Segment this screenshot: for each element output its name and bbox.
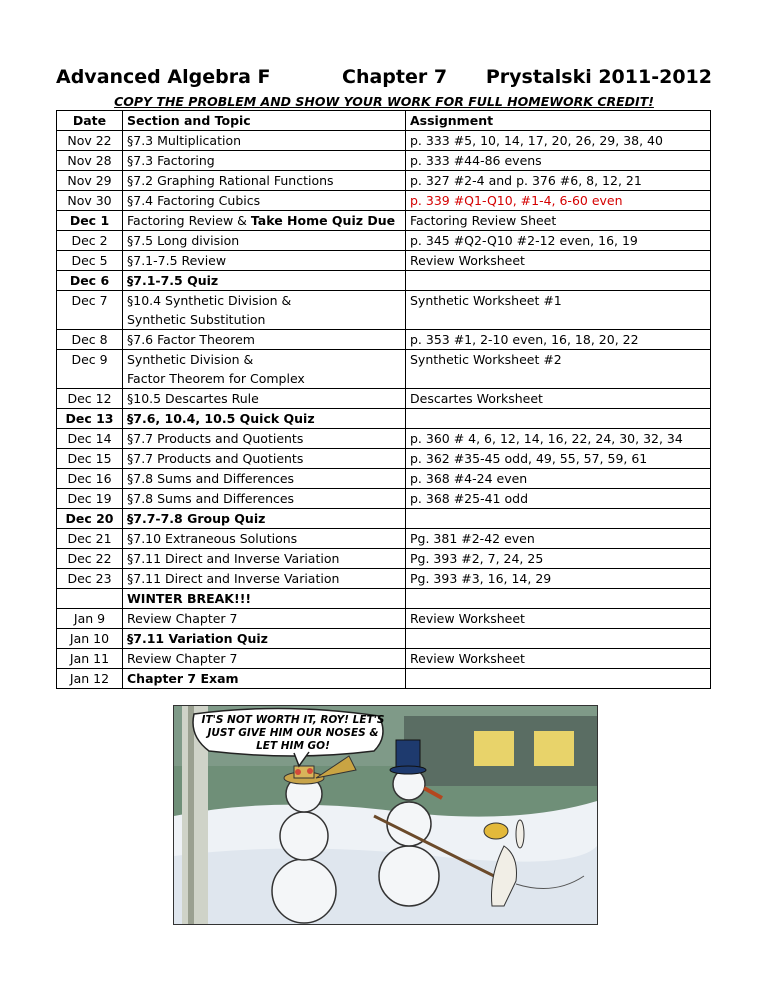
row-topic (123, 350, 406, 389)
column-header-topic: Section and Topic (123, 111, 406, 131)
table-row (57, 429, 711, 449)
row-topic (123, 549, 406, 569)
row-topic-text: §7.8 Sums and Differences (127, 491, 295, 506)
row-topic-text: Review Chapter 7 (127, 651, 238, 666)
row-topic-text: §7.5 Long division (127, 233, 240, 248)
schedule-body (57, 131, 711, 689)
row-date: Dec 6 (57, 271, 123, 291)
row-assignment: Review Worksheet (406, 609, 711, 629)
table-row (57, 171, 711, 191)
row-date: Dec 13 (57, 409, 123, 429)
row-topic-text: §7.7-7.8 Group Quiz (127, 511, 266, 526)
table-row (57, 350, 711, 389)
cartoon-speech-bubble: IT'S NOT WORTH IT, ROY! LET'S JUST GIVE HIM OUR NOSES & LET HIM GO! (201, 714, 385, 752)
row-topic-text: §7.11 Direct and Inverse Variation (127, 571, 340, 586)
row-topic (123, 171, 406, 191)
row-assignment (406, 669, 711, 689)
row-date: Dec 20 (57, 509, 123, 529)
row-date: Jan 11 (57, 649, 123, 669)
row-topic-text: §7.11 Variation Quiz (127, 631, 268, 646)
table-row (57, 291, 711, 330)
table-row (57, 649, 711, 669)
row-assignment: p. 345 #Q2-Q10 #2-12 even, 16, 19 (406, 231, 711, 251)
row-assignment: p. 339 #Q1-Q10, #1-4, 6-60 even (406, 191, 711, 211)
row-assignment (406, 271, 711, 291)
row-assignment (406, 589, 711, 609)
row-topic-text: Review Chapter 7 (127, 611, 238, 626)
chapter-title: Chapter 7 (342, 66, 448, 88)
teacher-year: Prystalski 2011-2012 (485, 66, 712, 88)
row-topic (123, 509, 406, 529)
row-topic-emphasis: Take Home Quiz Due (250, 213, 396, 228)
row-assignment: p. 368 #4-24 even (406, 469, 711, 489)
table-row (57, 389, 711, 409)
row-topic (123, 409, 406, 429)
row-date: Dec 16 (57, 469, 123, 489)
page-header (56, 66, 712, 92)
row-date: Dec 19 (57, 489, 123, 509)
table-row (57, 131, 711, 151)
row-topic-text: Chapter 7 Exam (127, 671, 239, 686)
table-row (57, 629, 711, 649)
row-topic (123, 609, 406, 629)
table-row (57, 489, 711, 509)
row-date: Dec 21 (57, 529, 123, 549)
row-assignment: Pg. 393 #2, 7, 24, 25 (406, 549, 711, 569)
row-topic-text: §7.6 Factor Theorem (127, 332, 255, 347)
row-topic-text: §7.4 Factoring Cubics (127, 193, 261, 208)
row-assignment: p. 353 #1, 2-10 even, 16, 18, 20, 22 (406, 330, 711, 350)
row-topic (123, 669, 406, 689)
row-topic-text: Synthetic Division & (127, 352, 254, 367)
row-topic-text: §10.5 Descartes Rule (127, 391, 259, 406)
table-row (57, 549, 711, 569)
row-date: Jan 12 (57, 669, 123, 689)
row-assignment: p. 333 #5, 10, 14, 17, 20, 26, 29, 38, 40 (406, 131, 711, 151)
table-row (57, 191, 711, 211)
row-topic (123, 449, 406, 469)
row-topic-text: §7.11 Direct and Inverse Variation (127, 551, 340, 566)
row-topic (123, 469, 406, 489)
row-topic-text-line2: Factor Theorem for Complex (127, 371, 305, 386)
row-date: Dec 15 (57, 449, 123, 469)
row-topic (123, 151, 406, 171)
row-topic (123, 131, 406, 151)
row-topic-text: §7.7 Products and Quotients (127, 451, 304, 466)
row-date: Dec 8 (57, 330, 123, 350)
row-topic-text: §10.4 Synthetic Division & (127, 293, 292, 308)
row-date: Nov 22 (57, 131, 123, 151)
table-row (57, 449, 711, 469)
row-topic (123, 629, 406, 649)
row-assignment (406, 409, 711, 429)
assignment-schedule-table (56, 110, 711, 689)
row-date: Nov 30 (57, 191, 123, 211)
row-date: Nov 28 (57, 151, 123, 171)
course-title: Advanced Algebra F (56, 66, 271, 88)
table-row (57, 569, 711, 589)
row-topic (123, 429, 406, 449)
table-row (57, 330, 711, 350)
row-date: Dec 5 (57, 251, 123, 271)
table-row (57, 409, 711, 429)
row-date: Dec 22 (57, 549, 123, 569)
row-topic (123, 211, 406, 231)
snowman-cartoon (173, 705, 598, 925)
row-topic-text: §7.1-7.5 Quiz (127, 273, 219, 288)
table-row (57, 529, 711, 549)
table-row (57, 509, 711, 529)
row-topic (123, 489, 406, 509)
homework-instruction: COPY THE PROBLEM AND SHOW YOUR WORK FOR FULL HOMEWORK CREDIT! (114, 94, 654, 109)
row-date: Dec 1 (57, 211, 123, 231)
row-topic (123, 191, 406, 211)
row-topic-text: §7.7 Products and Quotients (127, 431, 304, 446)
row-topic (123, 271, 406, 291)
table-row (57, 609, 711, 629)
row-topic (123, 291, 406, 330)
row-topic-text: §7.3 Multiplication (127, 133, 242, 148)
row-topic (123, 389, 406, 409)
row-date: Dec 14 (57, 429, 123, 449)
row-date: Nov 29 (57, 171, 123, 191)
table-row (57, 589, 711, 609)
row-assignment: p. 368 #25-41 odd (406, 489, 711, 509)
row-assignment: p. 327 #2-4 and p. 376 #6, 8, 12, 21 (406, 171, 711, 191)
table-row (57, 231, 711, 251)
row-topic-text: Factoring Review & (127, 213, 247, 228)
table-header-row (57, 111, 711, 131)
table-row (57, 669, 711, 689)
row-assignment: Review Worksheet (406, 251, 711, 271)
row-topic (123, 589, 406, 609)
row-topic-text-line2: Synthetic Substitution (127, 312, 266, 327)
table-row (57, 271, 711, 291)
table-row (57, 211, 711, 231)
table-row (57, 469, 711, 489)
row-topic-text: §7.3 Factoring (127, 153, 215, 168)
row-assignment: Synthetic Worksheet #2 (406, 350, 711, 389)
table-row (57, 251, 711, 271)
row-assignment: p. 362 #35-45 odd, 49, 55, 57, 59, 61 (406, 449, 711, 469)
row-date (57, 589, 123, 609)
row-topic (123, 330, 406, 350)
row-topic-text: §7.2 Graphing Rational Functions (127, 173, 334, 188)
row-date: Dec 7 (57, 291, 123, 330)
row-assignment: Synthetic Worksheet #1 (406, 291, 711, 330)
row-assignment: Descartes Worksheet (406, 389, 711, 409)
row-assignment: Factoring Review Sheet (406, 211, 711, 231)
row-assignment: p. 360 # 4, 6, 12, 14, 16, 22, 24, 30, 32, 34 (406, 429, 711, 449)
table-row (57, 151, 711, 171)
row-assignment (406, 509, 711, 529)
row-assignment: p. 333 #44-86 evens (406, 151, 711, 171)
row-date: Dec 9 (57, 350, 123, 389)
row-topic (123, 251, 406, 271)
row-topic (123, 569, 406, 589)
row-topic (123, 649, 406, 669)
row-assignment: Pg. 393 #3, 16, 14, 29 (406, 569, 711, 589)
row-topic (123, 231, 406, 251)
row-topic (123, 529, 406, 549)
row-date: Dec 23 (57, 569, 123, 589)
row-date: Dec 2 (57, 231, 123, 251)
row-topic-text: §7.10 Extraneous Solutions (127, 531, 298, 546)
row-assignment (406, 629, 711, 649)
row-assignment: Review Worksheet (406, 649, 711, 669)
row-topic-text: §7.8 Sums and Differences (127, 471, 295, 486)
row-date: Dec 12 (57, 389, 123, 409)
row-topic-text: §7.6, 10.4, 10.5 Quick Quiz (127, 411, 315, 426)
row-topic-text: §7.1-7.5 Review (127, 253, 227, 268)
row-date: Jan 9 (57, 609, 123, 629)
row-date: Jan 10 (57, 629, 123, 649)
row-assignment: Pg. 381 #2-42 even (406, 529, 711, 549)
row-topic-text: WINTER BREAK!!! (127, 591, 252, 606)
column-header-date: Date (57, 111, 123, 131)
column-header-assignment: Assignment (406, 111, 711, 131)
